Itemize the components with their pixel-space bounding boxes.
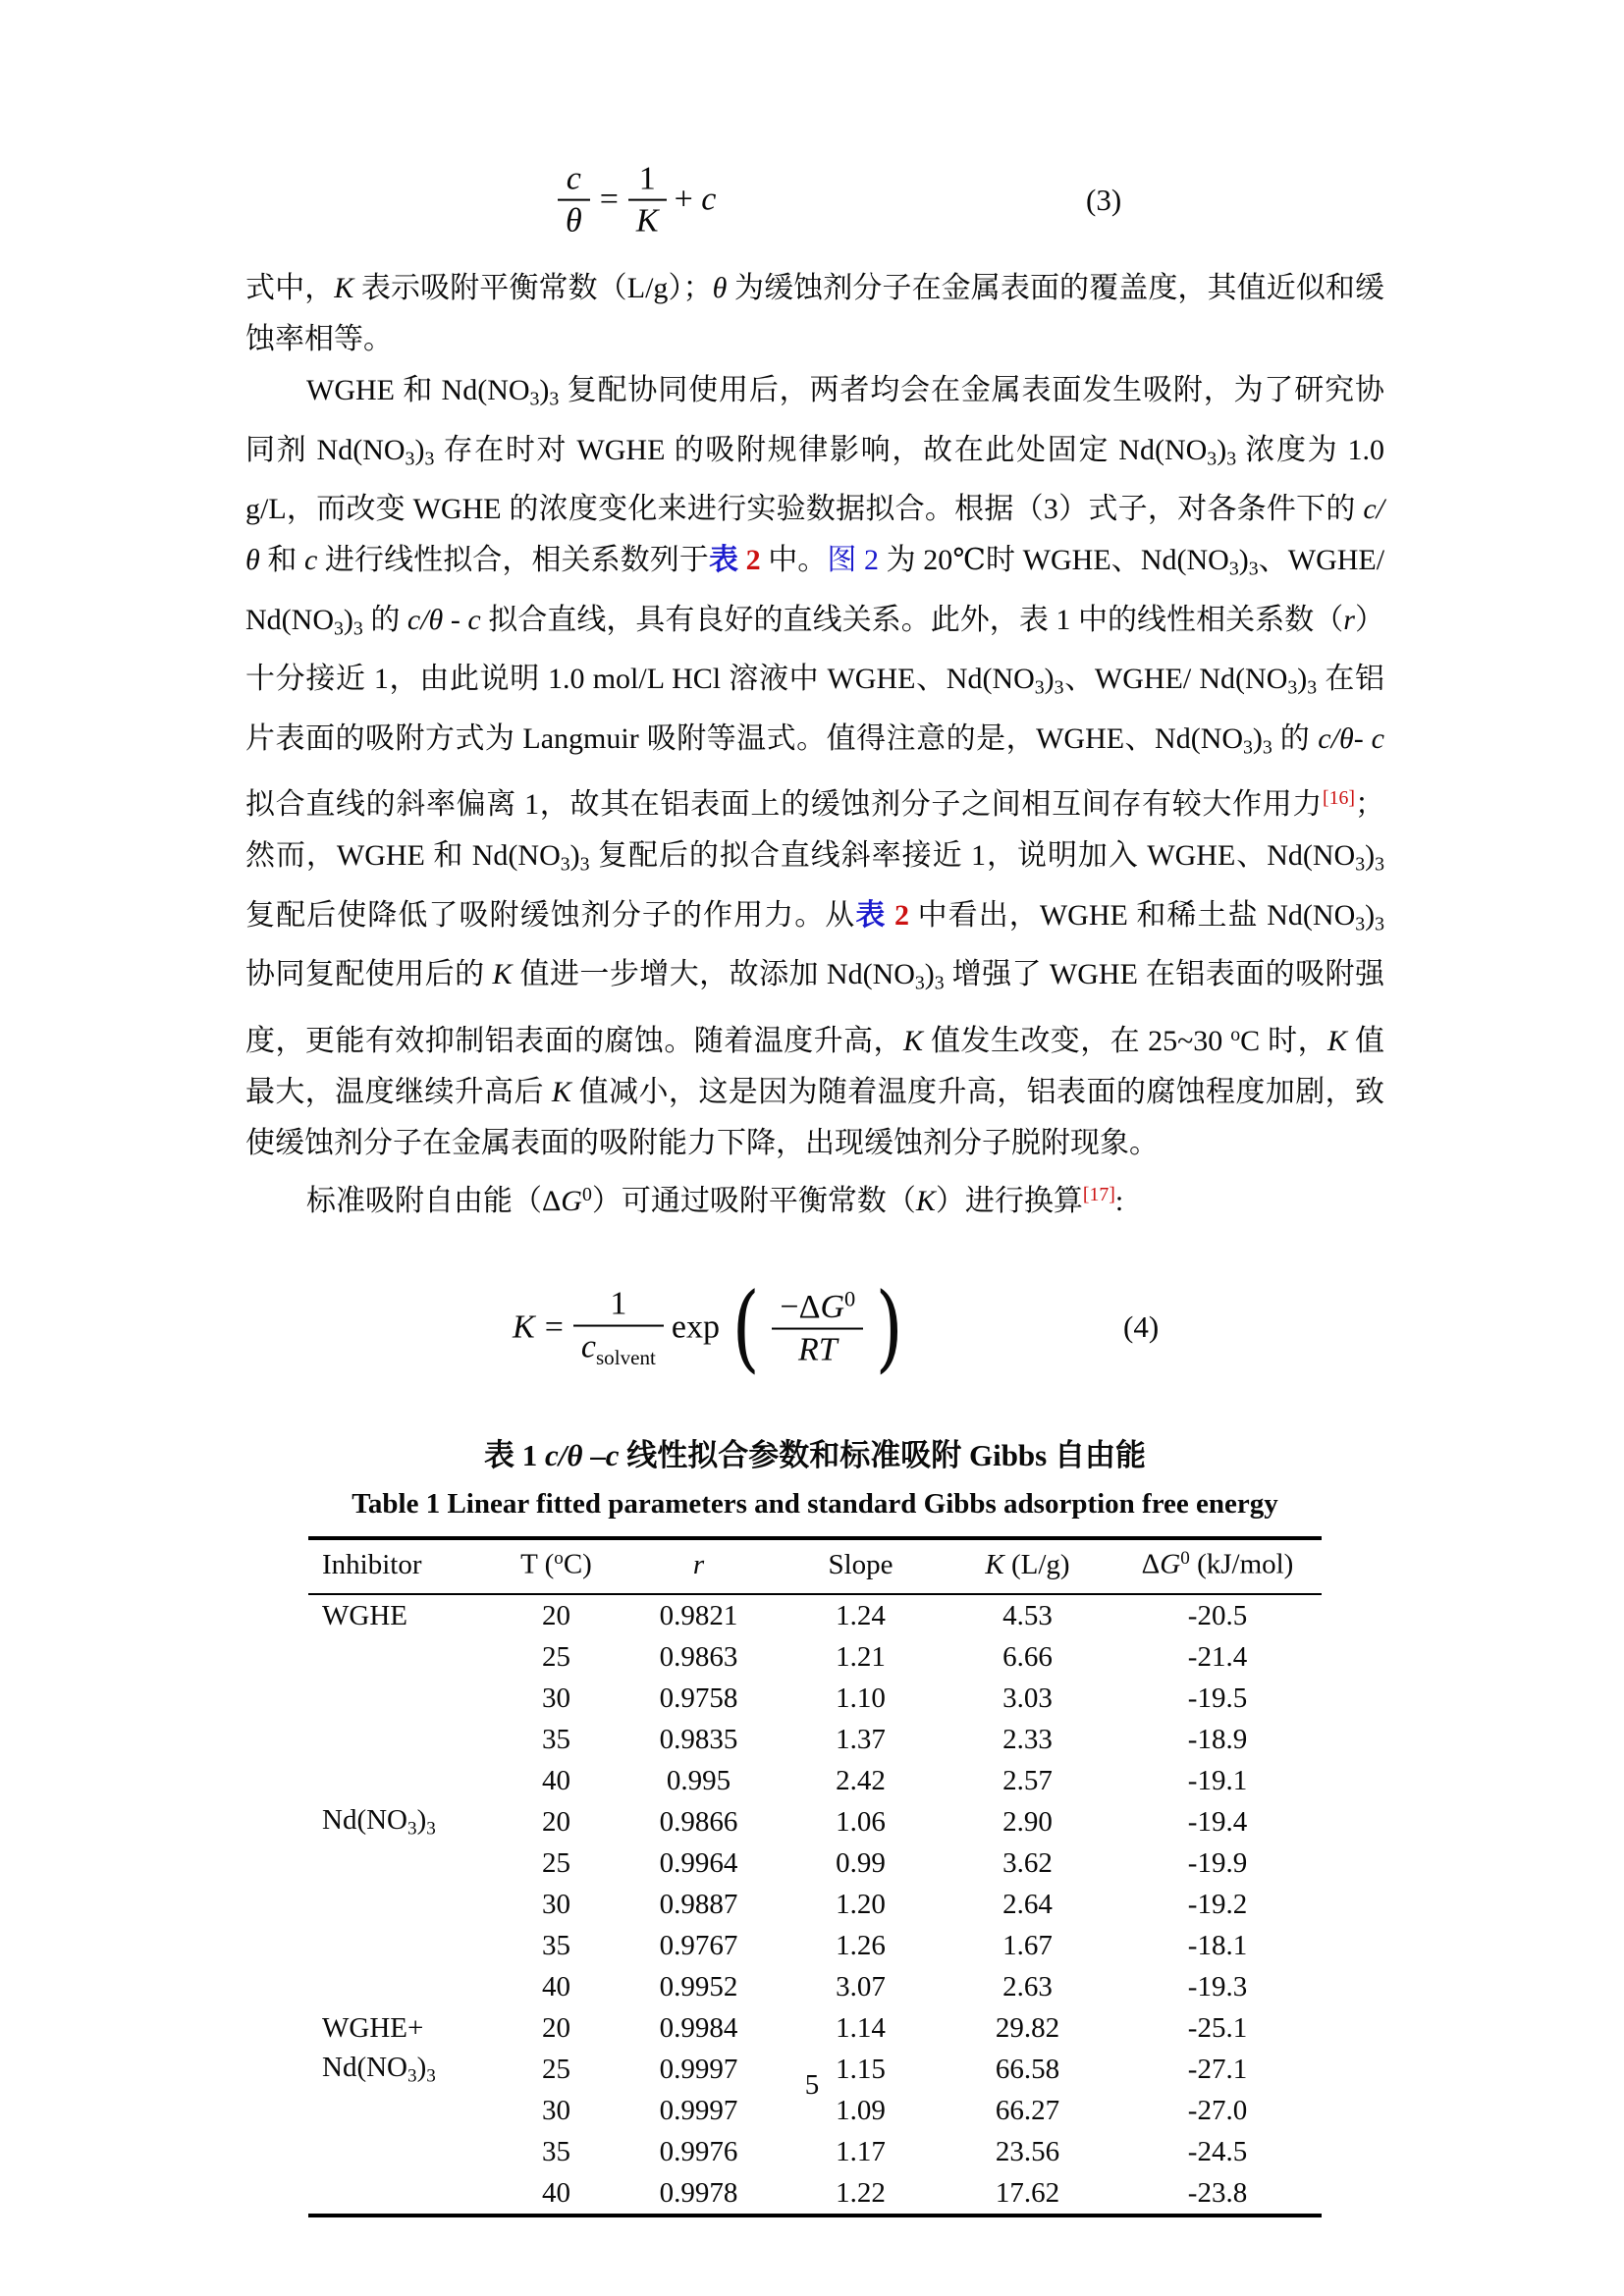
cell-slope: 1.15 bbox=[836, 2053, 886, 2085]
cell-temperature: 25 bbox=[542, 1846, 570, 1879]
cell-temperature: 35 bbox=[542, 1723, 570, 1755]
fraction-dG-RT bbox=[772, 1287, 863, 1367]
cell-slope: 1.10 bbox=[836, 1682, 886, 1714]
cell-r: 0.9997 bbox=[659, 2094, 738, 2126]
cell-deltaG: -23.8 bbox=[1187, 2176, 1248, 2209]
cell-inhibitor bbox=[308, 2131, 495, 2172]
cell-deltaG: -21.4 bbox=[1187, 1640, 1248, 1673]
cell-r: 0.9866 bbox=[659, 1805, 738, 1838]
cell-inhibitor bbox=[308, 1966, 495, 2007]
exp-label: exp bbox=[671, 1308, 720, 1346]
cell-deltaG: -18.9 bbox=[1187, 1723, 1248, 1755]
cell-K: 2.63 bbox=[1002, 1970, 1053, 2002]
cell-inhibitor bbox=[308, 1719, 495, 1760]
fraction-c-theta bbox=[558, 161, 590, 240]
table-row bbox=[308, 1884, 1322, 1925]
table-1 bbox=[308, 1536, 1322, 2217]
cell-temperature: 30 bbox=[542, 2094, 570, 2126]
cell-temperature: 25 bbox=[542, 2053, 570, 2085]
header-K: K (L/g) bbox=[942, 1538, 1113, 1594]
cell-K: 2.90 bbox=[1002, 1805, 1053, 1838]
equation-3-number: (3) bbox=[1086, 183, 1122, 217]
header-inhibitor: Inhibitor bbox=[308, 1538, 495, 1594]
cell-r: 0.9887 bbox=[659, 1888, 738, 1920]
cell-temperature: 20 bbox=[542, 1805, 570, 1838]
cell-deltaG: -24.5 bbox=[1187, 2135, 1248, 2167]
table-body bbox=[308, 1594, 1322, 2216]
equation-3-formula bbox=[558, 161, 716, 240]
cell-r: 0.9952 bbox=[659, 1970, 738, 2002]
fraction-1-csolvent bbox=[573, 1286, 664, 1369]
cell-inhibitor bbox=[308, 2172, 495, 2216]
cell-K: 6.66 bbox=[1002, 1640, 1053, 1673]
paragraph-adsorption-discussion: WGHE 和 Nd(NO3)3 复配协同使用后，两者均会在金属表面发生吸附，为了研究协同剂 Nd(NO3)3 存在时对 WGHE 的吸附规律影响，故在此处固定 Nd(NO3)3 浓度为 1.0 g/L，而改变 WGHE 的浓度变化来进行实验数据拟合。根据（3）式子，对各条件下的 c/θ 和 c 进行线性拟合，相关系数列于表 2 中。图 2 为 20℃时 WGHE、Nd(NO3)3、WGHE/ Nd(NO3)3 的 c/θ - c 拟合直线，具有良好的直线关系。此外，表 1 中的线性相关系数（r）十分接近 1，由此说明 1.0 mol/L HCl 溶液中 WGHE、Nd(NO3)3、WGHE/ Nd(NO3)3 在铝片表面的吸附方式为 Langmuir 吸附等温式。值得注意的是，WGHE、Nd(NO3)3 的 c/θ- c 拟合直线的斜率偏离 1，故其在铝表面上的缓蚀剂分子之间相互间存有较大作用力[16]；然而，WGHE 和 Nd(NO3)3 复配后的拟合直线斜率接近 1，说明加入 WGHE、Nd(NO3)3 复配后使降低了吸附缓蚀剂分子的作用力。从表 2 中看出，WGHE 和稀土盐 Nd(NO3)3 协同复配使用后的 K 值进一步增大，故添加 Nd(NO3)3 增强了 WGHE 在铝表面的吸附强度，更能有效抑制铝表面的腐蚀。随着温度升高，K 值发生改变，在 25~30 $^o$C 时，K 值最大，温度继续升高后 K 值减小，这是因为随着温度升高，铝表面的腐蚀程度加剧，致使缓蚀剂分子在金属表面的吸附能力下降，出现缓蚀剂分子脱附现象。 bbox=[245, 374, 1385, 1159]
header-slope: Slope bbox=[780, 1538, 942, 1594]
table-row bbox=[308, 2007, 1322, 2049]
cell-K: 2.57 bbox=[1002, 1764, 1053, 1796]
eq4-K: K bbox=[513, 1308, 535, 1346]
cell-K: 1.67 bbox=[1002, 1929, 1053, 1961]
equation-3 bbox=[245, 137, 1384, 263]
equation-4-formula: K = $\frac{1}{c_{solvent}}$ exp ( $\frac{-\Delta G^0}{RT}$ ) bbox=[513, 1272, 904, 1383]
cell-K: 2.64 bbox=[1002, 1888, 1053, 1920]
cell-slope: 0.99 bbox=[836, 1846, 886, 1879]
table-row bbox=[308, 2131, 1322, 2172]
eq3-tail: + c bbox=[674, 182, 717, 218]
table-row bbox=[308, 1801, 1322, 1842]
cell-inhibitor bbox=[308, 1884, 495, 1925]
cell-r: 0.9984 bbox=[659, 2011, 738, 2044]
cell-r: 0.9978 bbox=[659, 2176, 738, 2209]
cell-r: 0.9758 bbox=[659, 1682, 738, 1714]
table-row bbox=[308, 1842, 1322, 1884]
cell-slope: 1.26 bbox=[836, 1929, 886, 1961]
cell-K: 17.62 bbox=[995, 2176, 1060, 2209]
equals-sign: = bbox=[544, 1308, 564, 1346]
table-caption-en: Table 1 Linear fitted parameters and standard Gibbs adsorption free energy bbox=[352, 1487, 1278, 1520]
cell-temperature: 40 bbox=[542, 2176, 570, 2209]
eq3-numerator: c bbox=[558, 161, 590, 201]
cell-K: 3.62 bbox=[1002, 1846, 1053, 1879]
cell-inhibitor: Nd(NO3)3 bbox=[322, 2051, 436, 2087]
cell-temperature: 30 bbox=[542, 1682, 570, 1714]
cell-slope: 1.17 bbox=[836, 2135, 886, 2167]
cell-inhibitor bbox=[308, 1678, 495, 1719]
cell-temperature: 25 bbox=[542, 1640, 570, 1673]
cell-temperature: 35 bbox=[542, 1929, 570, 1961]
header-r: r bbox=[618, 1538, 780, 1594]
cell-r: 0.9835 bbox=[659, 1723, 738, 1755]
cell-slope: 3.07 bbox=[836, 1970, 886, 2002]
cell-K: 2.33 bbox=[1002, 1723, 1053, 1755]
paragraph-free-energy-intro: 标准吸附自由能$(\Delta G^0)$可通过吸附平衡常数（K）进行换算[17]: bbox=[306, 1183, 1124, 1217]
table-header bbox=[308, 1538, 1322, 1594]
cell-deltaG: -18.1 bbox=[1187, 1929, 1248, 1961]
cell-temperature: 20 bbox=[542, 1599, 570, 1631]
eq4-inner-numerator: $-\Delta G^0$ bbox=[772, 1287, 863, 1329]
cell-K: 29.82 bbox=[995, 2011, 1060, 2044]
eq3-denominator: θ bbox=[566, 203, 582, 240]
cell-temperature: 40 bbox=[542, 1970, 570, 2002]
cell-slope: 2.42 bbox=[836, 1764, 886, 1796]
eq4-denominator: $c_{solvent}$ bbox=[580, 1328, 656, 1369]
header-temperature: T ($^o$C) bbox=[495, 1538, 618, 1594]
cell-deltaG: -27.1 bbox=[1187, 2053, 1248, 2085]
cell-r: 0.9767 bbox=[659, 1929, 738, 1961]
eq4-numerator: 1 bbox=[573, 1286, 664, 1326]
cell-K: 66.27 bbox=[995, 2094, 1060, 2126]
cell-r: 0.995 bbox=[666, 1764, 731, 1796]
cell-deltaG: -19.1 bbox=[1187, 1764, 1248, 1796]
table-row bbox=[308, 1719, 1322, 1760]
cell-slope: 1.20 bbox=[836, 1888, 886, 1920]
cell-inhibitor bbox=[308, 1636, 495, 1678]
cell-temperature: 30 bbox=[542, 1888, 570, 1920]
cell-inhibitor: Nd(NO3)3 bbox=[322, 1803, 436, 1840]
cell-deltaG: -19.3 bbox=[1187, 1970, 1248, 2002]
cell-slope: 1.22 bbox=[836, 2176, 886, 2209]
cell-r: 0.9976 bbox=[659, 2135, 738, 2167]
equals-sign: = bbox=[599, 182, 619, 218]
cell-K: 4.53 bbox=[1002, 1599, 1053, 1631]
table-row bbox=[308, 1594, 1322, 1636]
cell-inhibitor bbox=[308, 1842, 495, 1884]
table-row bbox=[308, 1636, 1322, 1678]
cell-inhibitor: WGHE+ bbox=[322, 2011, 424, 2044]
cell-inhibitor bbox=[308, 1925, 495, 1966]
cell-slope: 1.14 bbox=[836, 2011, 886, 2044]
cell-K: 3.03 bbox=[1002, 1682, 1053, 1714]
cell-deltaG: -19.2 bbox=[1187, 1888, 1248, 1920]
eq4-inner-denominator: RT bbox=[797, 1331, 838, 1368]
table-row bbox=[308, 2172, 1322, 2216]
header-deltaG: $\Delta G^0$ (kJ/mol) bbox=[1113, 1538, 1322, 1594]
cell-inhibitor: WGHE bbox=[322, 1599, 407, 1631]
cell-r: 0.9863 bbox=[659, 1640, 738, 1673]
paragraph-eq3-explanation: 式中，K 表示吸附平衡常数（L/g）；θ 为缓蚀剂分子在金属表面的覆盖度，其值近似和缓蚀率相等。 bbox=[245, 272, 1385, 355]
cell-r: 0.9997 bbox=[659, 2053, 738, 2085]
cell-temperature: 35 bbox=[542, 2135, 570, 2167]
cell-temperature: 20 bbox=[542, 2011, 570, 2044]
cell-r: 0.9821 bbox=[659, 1599, 738, 1631]
cell-slope: 1.24 bbox=[836, 1599, 886, 1631]
cell-slope: 1.37 bbox=[836, 1723, 886, 1755]
cell-slope: 1.09 bbox=[836, 2094, 886, 2126]
cell-r: 0.9964 bbox=[659, 1846, 738, 1879]
eq3-rhs-numerator: 1 bbox=[628, 161, 667, 201]
cell-K: 66.58 bbox=[995, 2053, 1060, 2085]
table-row bbox=[308, 1966, 1322, 2007]
cell-temperature: 40 bbox=[542, 1764, 570, 1796]
page-number: 5 bbox=[804, 2069, 820, 2101]
cell-slope: 1.06 bbox=[836, 1805, 886, 1838]
cell-K: 23.56 bbox=[995, 2135, 1060, 2167]
cell-deltaG: -25.1 bbox=[1187, 2011, 1248, 2044]
equation-4-number: (4) bbox=[1123, 1309, 1160, 1345]
cell-deltaG: -19.9 bbox=[1187, 1846, 1248, 1879]
cell-deltaG: -20.5 bbox=[1187, 1599, 1248, 1631]
eq3-rhs-denominator: K bbox=[635, 203, 659, 240]
fraction-1-K bbox=[628, 161, 667, 240]
cell-inhibitor bbox=[308, 1760, 495, 1801]
equation-4 bbox=[245, 1234, 1384, 1420]
table-caption-zh: 表 1 c/θ –c 线性拟合参数和标准吸附 Gibbs 自由能 bbox=[483, 1438, 1146, 1473]
cell-slope: 1.21 bbox=[836, 1640, 886, 1673]
cell-deltaG: -27.0 bbox=[1187, 2094, 1248, 2126]
cell-deltaG: -19.4 bbox=[1187, 1805, 1248, 1838]
table-row bbox=[308, 1678, 1322, 1719]
page-content bbox=[245, 137, 1384, 2217]
table-row bbox=[308, 1925, 1322, 1966]
table-row bbox=[308, 1760, 1322, 1801]
cell-deltaG: -19.5 bbox=[1187, 1682, 1248, 1714]
